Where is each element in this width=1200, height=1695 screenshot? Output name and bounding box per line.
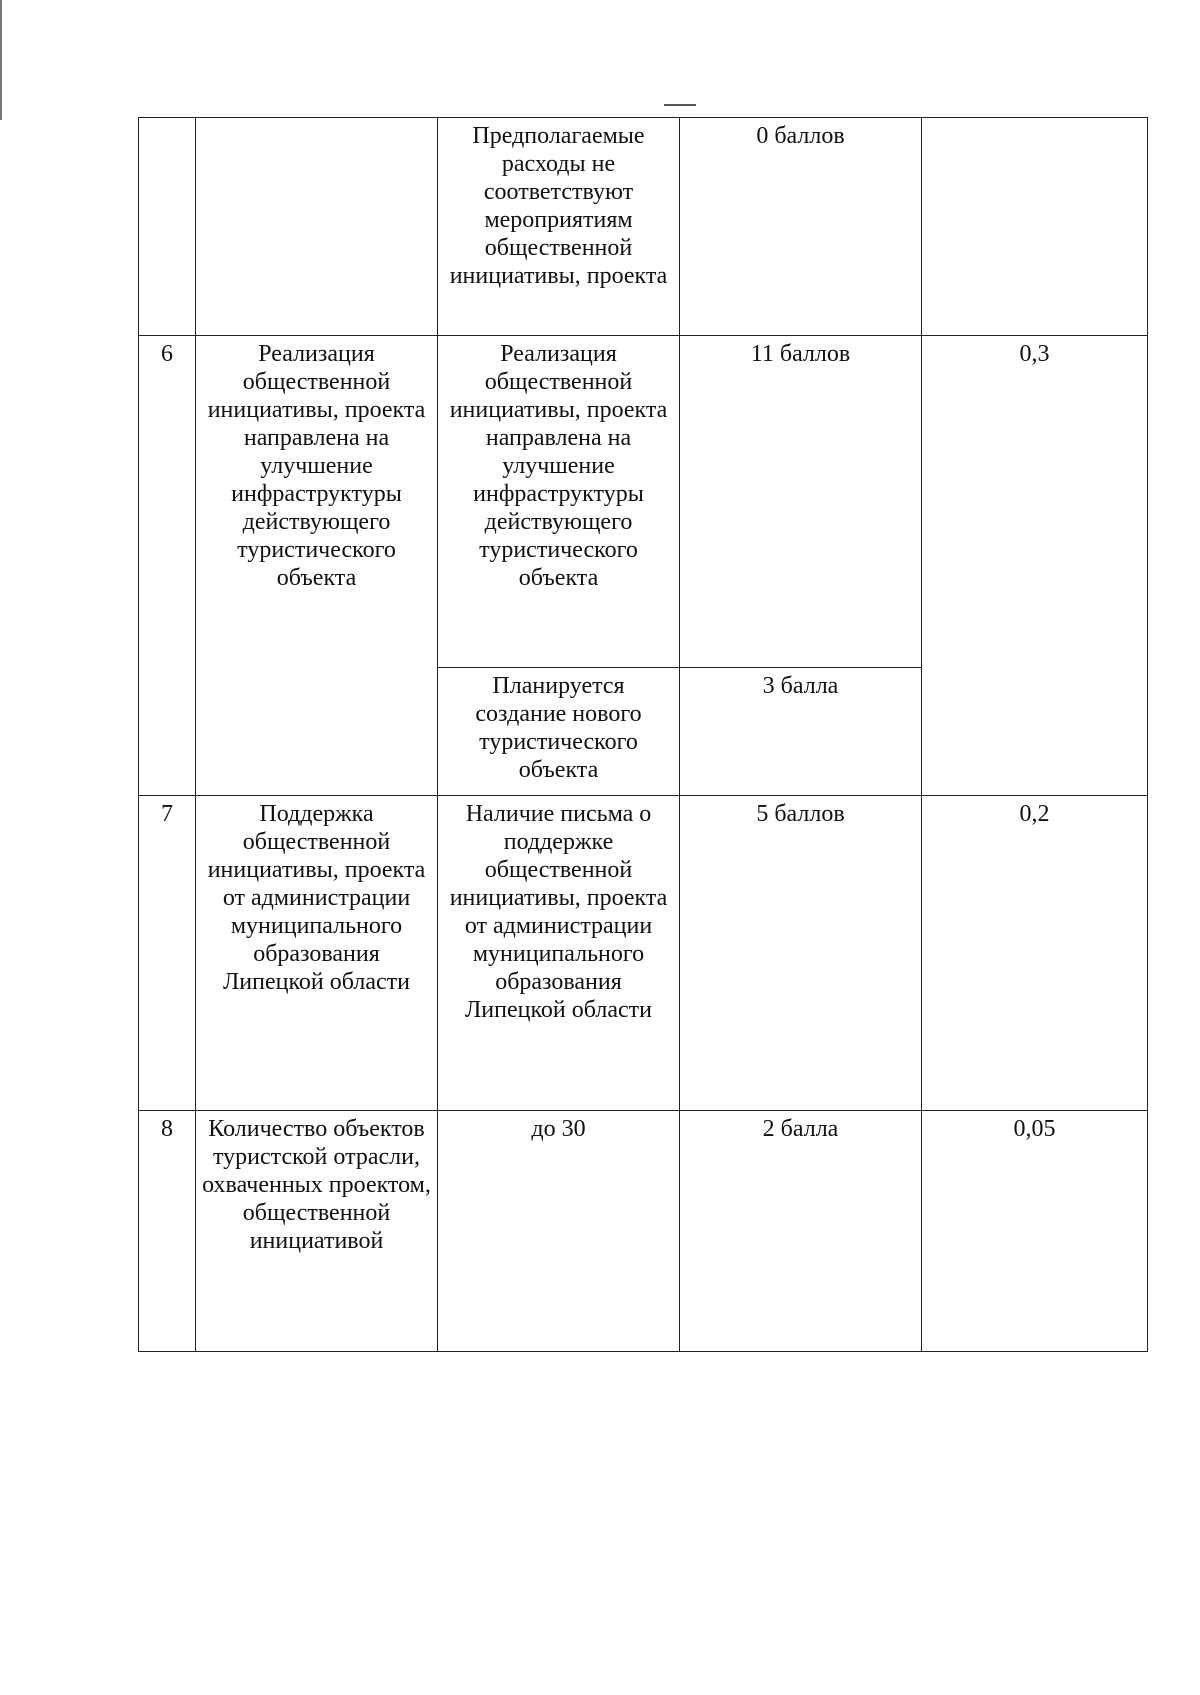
row-number-cell: 6 [139,336,196,796]
weight-cell [922,118,1148,336]
criterion-cell: Количество объектов туристской отрасли, охваченных проектом, общественной инициативой [196,1111,438,1352]
condition-cell: Предполагаемые расходы не соответствуют мероприятиям общественной инициативы, проекта [438,118,680,336]
score-cell: 11 баллов [680,336,922,668]
scan-edge-mark [0,0,2,120]
criteria-table [138,117,1148,1352]
score-cell: 0 баллов [680,118,922,336]
score-cell: 2 балла [680,1111,922,1352]
criterion-cell [196,118,438,336]
weight-cell: 0,05 [922,1111,1148,1352]
score-cell: 3 балла [680,668,922,796]
scan-dash-mark [664,104,696,106]
condition-cell: Реализация общественной инициативы, проекта направлена на улучшение инфраструктуры действующего туристического объекта [438,336,680,668]
weight-cell: 0,3 [922,336,1148,796]
table-row [139,796,1148,1111]
table-row [139,118,1148,336]
condition-cell: Наличие письма о поддержке общественной инициативы, проекта от администрации муниципального образования Липецкой области [438,796,680,1111]
condition-cell: до 30 [438,1111,680,1352]
score-cell: 5 баллов [680,796,922,1111]
condition-cell: Планируется создание нового туристического объекта [438,668,680,796]
row-number-cell: 7 [139,796,196,1111]
criterion-cell: Реализация общественной инициативы, проекта направлена на улучшение инфраструктуры действующего туристического объекта [196,336,438,796]
table-row [139,1111,1148,1352]
row-number-cell [139,118,196,336]
weight-cell: 0,2 [922,796,1148,1111]
table-row [139,336,1148,668]
row-number-cell: 8 [139,1111,196,1352]
criterion-cell: Поддержка общественной инициативы, проекта от администрации муниципального образования Липецкой области [196,796,438,1111]
